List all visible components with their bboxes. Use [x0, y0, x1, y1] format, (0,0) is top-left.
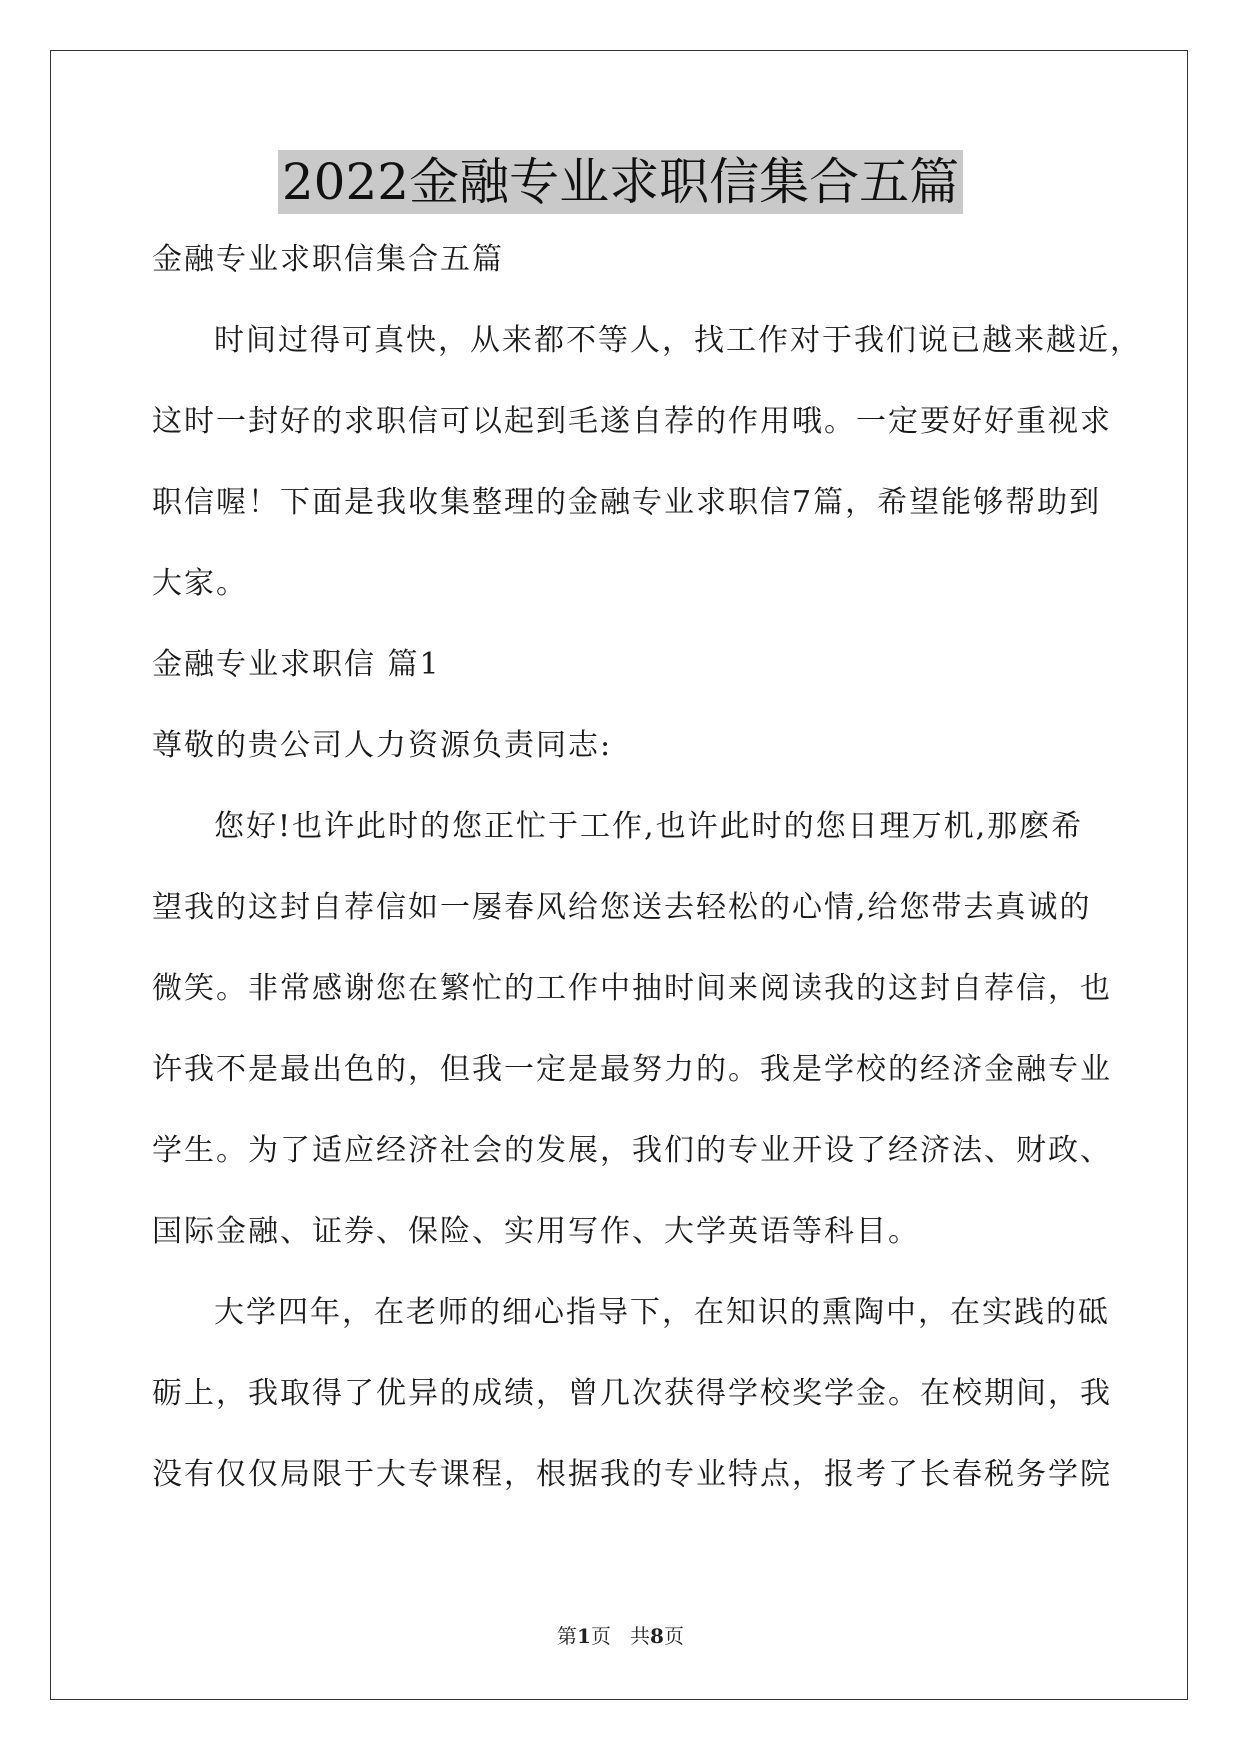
footer-total-prefix: 共 [630, 1624, 651, 1648]
footer-page-number: 1 [577, 1624, 591, 1648]
body-line: 学生。为了适应经济社会的发展，我们的专业开设了经济法、财政、 [152, 1133, 1112, 1168]
page-footer [0, 1620, 1241, 1649]
body-line: 许我不是最出色的，但我一定是最努力的。我是学校的经济金融专业 [152, 1052, 1112, 1087]
body-line: 金融专业求职信集合五篇 [152, 242, 504, 277]
footer-total-pages: 8 [650, 1624, 664, 1648]
body-line: 没有仅仅局限于大专课程，根据我的专业特点，报考了长春税务学院 [152, 1457, 1112, 1492]
title-container [0, 150, 1241, 214]
body-line: 这时一封好的求职信可以起到毛遂自荐的作用哦。一定要好好重视求 [152, 404, 1112, 439]
body-line: 微笑。非常感谢您在繁忙的工作中抽时间来阅读我的这封自荐信，也 [152, 971, 1112, 1006]
footer-prefix: 第 [557, 1624, 578, 1648]
body-line: 望我的这封自荐信如一屡春风给您送去轻松的心情,给您带去真诚的 [152, 890, 1092, 925]
footer-page-suffix: 页 [590, 1624, 611, 1648]
body-line: 您好!也许此时的您正忙于工作,也许此时的您日理万机,那麽希 [214, 809, 1084, 844]
body-line: 砺上，我取得了优异的成绩，曾几次获得学校奖学金。在校期间，我 [152, 1376, 1112, 1411]
salutation: 尊敬的贵公司人力资源负责同志: [152, 728, 613, 763]
section-heading: 金融专业求职信 篇1 [152, 647, 441, 682]
body-line: 大家。 [152, 566, 248, 601]
footer-total-suffix: 页 [663, 1624, 684, 1648]
body-line: 国际金融、证券、保险、实用写作、大学英语等科目。 [152, 1214, 920, 1249]
body-line: 职信喔！下面是我收集整理的金融专业求职信7篇，希望能够帮助到 [152, 485, 1102, 520]
document-body [152, 235, 1142, 1531]
document-title: 2022金融专业求职信集合五篇 [278, 150, 963, 214]
body-line: 时间过得可真快，从来都不等人，找工作对于我们说已越来越近， [214, 323, 1142, 358]
body-line: 大学四年，在老师的细心指导下，在知识的熏陶中，在实践的砥 [214, 1295, 1110, 1330]
